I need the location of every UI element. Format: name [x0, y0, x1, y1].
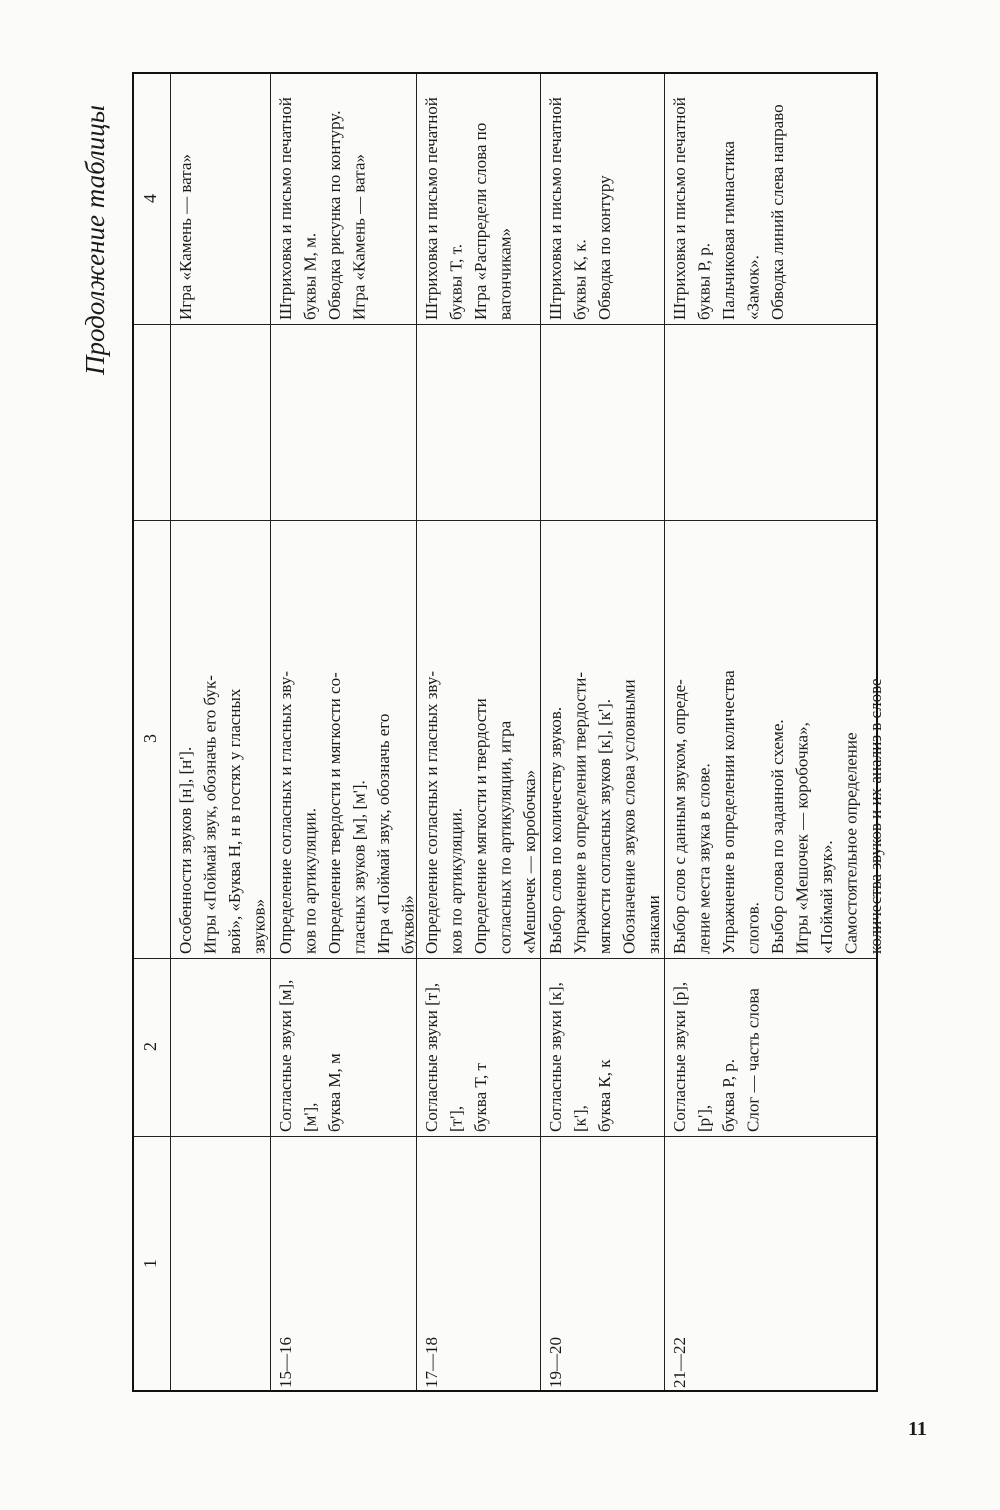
cell-number: 15—16 — [276, 1337, 295, 1388]
cell-number: 17—18 — [422, 1337, 441, 1388]
cell-sound-work: Выбор слов с данным звуком, опреде- ление места звука в слове. Упражнение в определении количества слогов. Выбор слова по заданной схеме. Игры «Мешочек — коробочка», «Поймай звук». Самостоятельное определение количества звуков и их анализ в слове — [670, 670, 885, 954]
cell-motor-skills: Игра «Камень — вата» — [176, 154, 195, 320]
cell-sound-work: Определение согласных и гласных зву- ков по артикуляции. Определение мягкости и твердости согласных по артикуляции, игра «Мешочек — коробочка» — [422, 670, 539, 954]
cell-topic: Согласные звуки [м], [м'], буква М, м — [276, 979, 344, 1132]
page-number: 11 — [908, 1418, 927, 1440]
header-col-4: 4 — [140, 194, 160, 204]
header-col-2: 2 — [140, 1042, 160, 1052]
column-divider — [134, 958, 876, 959]
cell-topic: Согласные звуки [р], [р'], буква Р, р. Слог — часть слова — [670, 981, 763, 1132]
cell-sound-work: Особенности звуков [н], [н']. Игры «Поймай звук, обозначь его бук- вой», «Буква Н, н в гостях у гласных звуков» — [176, 675, 269, 954]
cell-motor-skills: Штриховка и письмо печатной буквы М, м. Обводка рисунка по контуру. Игра «Камень — вата» — [276, 97, 369, 320]
cell-number: 19—20 — [546, 1337, 565, 1388]
cell-topic: Согласные звуки [т], [т'], буква Т, т — [422, 982, 490, 1132]
cell-topic — [174, 964, 266, 1132]
cell-topic: Согласные звуки [к], [к'], буква К, к — [546, 982, 614, 1132]
header-col-1: 1 — [140, 1259, 160, 1269]
column-divider — [134, 520, 876, 521]
column-divider — [134, 324, 876, 325]
cell-number — [174, 1144, 266, 1388]
cell-sound-work: Определение согласных и гласных зву- ков по артикуляции. Определение твердости и мягкости со- гласных звуков [м], [м']. Игра «Поймай звук, обозначь его буквой» — [276, 670, 418, 954]
cell-number: 21—22 — [670, 1337, 689, 1388]
lesson-table — [132, 72, 885, 1392]
cell-sound-work: Выбор слов по количеству звуков. Упражнение в определении твердости- мягкости согласных звуков [к], [к']. Обозначение звуков слова условными знаками — [546, 671, 663, 954]
page-title: Продолжение таблицы — [80, 104, 110, 375]
column-divider — [134, 1136, 876, 1137]
header-col-3: 3 — [140, 734, 160, 744]
cell-motor-skills: Штриховка и письмо печатной буквы К, к. Обводка по контуру — [546, 97, 614, 320]
cell-motor-skills: Штриховка и письмо печатной буквы Р, р. Пальчиковая гимнастика «Замок». Обводка линий слева направо — [670, 97, 787, 320]
cell-motor-skills: Штриховка и письмо печатной буквы Т, т. Игра «Распредели слова по вагончикам» — [422, 97, 515, 320]
